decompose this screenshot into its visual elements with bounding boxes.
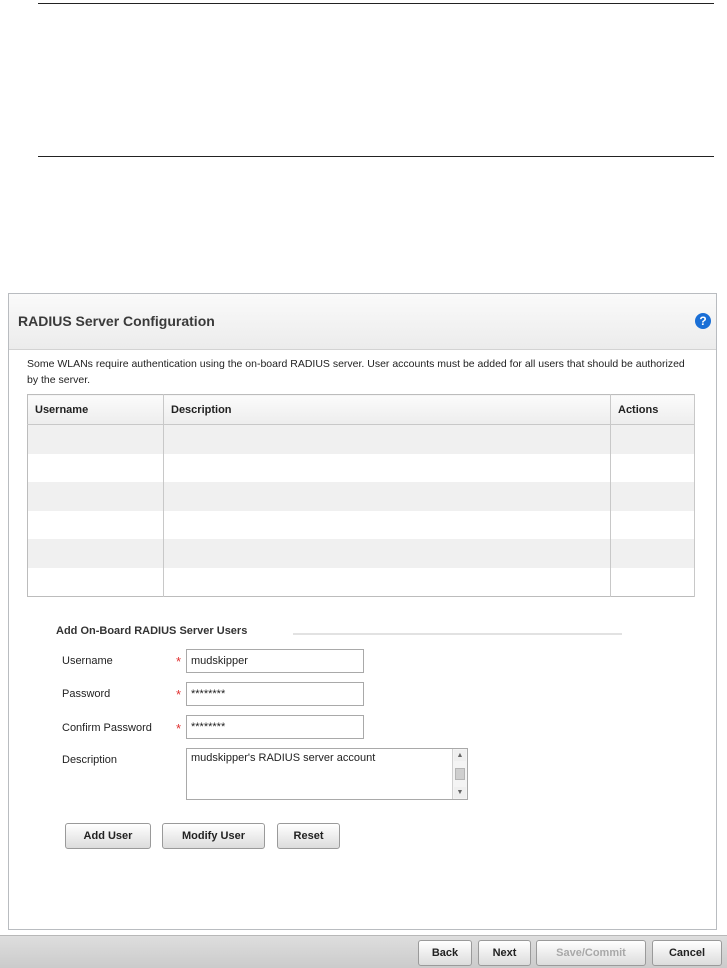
reset-button[interactable]: Reset xyxy=(277,823,340,849)
help-icon[interactable]: ? xyxy=(695,313,711,329)
users-table xyxy=(27,394,695,597)
cancel-button[interactable]: Cancel xyxy=(652,940,722,966)
column-header-username[interactable]: Username xyxy=(28,395,164,425)
scroll-up-icon[interactable]: ▲ xyxy=(454,750,466,761)
next-button[interactable]: Next xyxy=(478,940,531,966)
panel-header xyxy=(9,294,716,350)
table-row xyxy=(28,482,695,511)
radius-server-panel xyxy=(8,293,717,930)
top-rule xyxy=(38,3,714,4)
section-title: Add On-Board RADIUS Server Users xyxy=(56,625,248,637)
column-header-description[interactable]: Description xyxy=(164,395,611,425)
scroll-down-icon[interactable]: ▼ xyxy=(454,787,466,798)
table-row xyxy=(28,539,695,568)
back-button[interactable]: Back xyxy=(418,940,472,966)
description-scrollbar[interactable] xyxy=(452,749,467,799)
intro-text: Some WLANs require authentication using the on-board RADIUS server. User accounts must be added for all users that should be authorized by the server. xyxy=(27,358,685,386)
table-row xyxy=(28,568,695,597)
table-row xyxy=(28,511,695,540)
scroll-thumb[interactable] xyxy=(455,768,465,780)
required-marker: * xyxy=(176,721,182,736)
confirm-password-input[interactable] xyxy=(186,715,364,739)
save-commit-button[interactable]: Save/Commit xyxy=(536,940,646,966)
confirm-password-label: Confirm Password xyxy=(62,722,152,734)
section-divider xyxy=(293,633,622,635)
username-input[interactable] xyxy=(186,649,364,673)
modify-user-button[interactable]: Modify User xyxy=(162,823,265,849)
table-row xyxy=(28,425,695,454)
panel-title: RADIUS Server Configuration xyxy=(18,313,215,329)
footer-bar xyxy=(0,935,727,968)
required-marker: * xyxy=(176,687,182,702)
add-user-button[interactable]: Add User xyxy=(65,823,151,849)
password-label: Password xyxy=(62,688,111,700)
description-value: mudskipper's RADIUS server account xyxy=(191,752,376,764)
table-header-row xyxy=(28,395,695,425)
description-label: Description xyxy=(62,754,118,766)
username-label: Username xyxy=(62,655,113,667)
required-marker: * xyxy=(176,654,182,669)
password-input[interactable] xyxy=(186,682,364,706)
table-row xyxy=(28,454,695,483)
bottom-rule xyxy=(38,156,714,157)
column-header-actions: Actions xyxy=(611,395,695,425)
description-textarea[interactable] xyxy=(186,748,468,800)
